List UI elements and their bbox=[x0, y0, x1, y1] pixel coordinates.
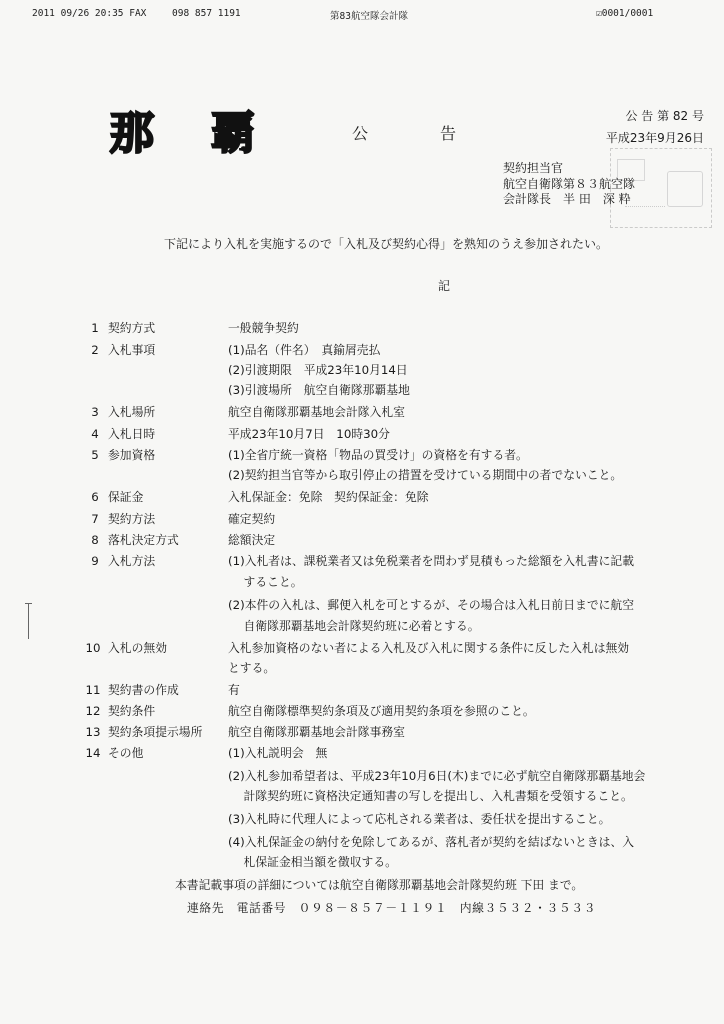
footer-contact: 連絡先 電話番号 ０９８－８５７－１１９１ 内線３５３２・３５３３ bbox=[187, 901, 597, 915]
item-14-line-4: (3)入札時に代理人によって応札される業者は、委任状を提出すること。 bbox=[228, 812, 611, 826]
item-14-line-3: 計隊契約班に資格決定通知書の写しを提出し、入札書類を受領すること。 bbox=[228, 789, 633, 803]
item-6-line-1: 入札保証金：免除 契約保証金：免除 bbox=[228, 490, 429, 504]
item-7-label: 契約方法 bbox=[108, 512, 156, 526]
item-9-line-2: すること。 bbox=[228, 575, 303, 589]
item-12-label: 契約条件 bbox=[108, 704, 156, 718]
item-9-line-1: (1)入札者は、課税業者又は免税業者を問わず見積もった総額を入札書に記載 bbox=[228, 554, 635, 568]
item-13-line-1: 航空自衛隊那覇基地会計隊事務室 bbox=[228, 725, 405, 739]
item-4-number: 4 bbox=[91, 427, 99, 441]
item-12-number: 12 bbox=[85, 704, 101, 718]
item-9-line-3: (2)本件の入札は、郵便入札を可とするが、その場合は入札日前日までに航空 bbox=[228, 598, 635, 612]
item-8-line-1: 総額決定 bbox=[228, 533, 276, 547]
item-5-number: 5 bbox=[91, 448, 99, 462]
item-6-number: 6 bbox=[91, 490, 99, 504]
item-10-line-1: 入札参加資格のない者による入札及び入札に関する条件に反した入札は無効 bbox=[228, 641, 630, 655]
item-2-number: 2 bbox=[91, 343, 99, 357]
fax-page: ☑0001/0001 bbox=[596, 8, 654, 19]
item-14-label: その他 bbox=[108, 746, 144, 760]
margin-mark bbox=[28, 603, 29, 639]
item-11-number: 11 bbox=[85, 683, 101, 697]
intro-text: 下記により入札を実施するので「入札及び契約心得」を熟知のうえ参加されたい。 bbox=[164, 237, 609, 251]
item-11-line-1: 有 bbox=[228, 683, 240, 697]
item-11-label: 契約書の作成 bbox=[108, 683, 179, 697]
naha-stamp-char-1: 那 bbox=[110, 108, 156, 159]
item-1-number: 1 bbox=[91, 321, 99, 335]
item-4-line-1: 平成23年10月7日 10時30分 bbox=[228, 427, 390, 441]
naha-stamp-char-2: 覇 bbox=[211, 108, 257, 159]
notice-date: 平成23年9月26日 bbox=[605, 131, 704, 145]
notice-number: 公 告 第 82 号 bbox=[625, 109, 704, 123]
item-5-line-1: (1)全省庁統一資格「物品の買受け」の資格を有する者。 bbox=[228, 448, 528, 462]
issuer-title: 契約担当官 bbox=[503, 161, 564, 175]
item-13-label: 契約条項提示場所 bbox=[108, 725, 203, 739]
item-5-label: 参加資格 bbox=[108, 448, 156, 462]
item-3-label: 入札場所 bbox=[108, 405, 156, 419]
ki-heading: 記 bbox=[438, 279, 451, 293]
notice-header bbox=[606, 105, 704, 149]
item-4-label: 入札日時 bbox=[108, 427, 156, 441]
item-13-number: 13 bbox=[85, 725, 101, 739]
item-2-label: 入札事項 bbox=[108, 343, 156, 357]
document-title: 公 告 bbox=[352, 124, 485, 143]
item-5-line-2: (2)契約担当官等から取引停止の措置を受けている期間中の者でないこと。 bbox=[228, 468, 623, 482]
item-14-line-5: (4)入札保証金の納付を免除してあるが、落札者が契約を結ばないときは、入 bbox=[228, 835, 635, 849]
item-10-number: 10 bbox=[85, 641, 101, 655]
item-10-line-2: とする。 bbox=[228, 661, 276, 675]
item-8-number: 8 bbox=[91, 533, 99, 547]
issuer-unit: 航空自衛隊第８３航空隊 bbox=[503, 176, 636, 191]
fax-datetime: 2011 09/26 20:35 FAX bbox=[32, 8, 147, 19]
item-14-number: 14 bbox=[85, 746, 101, 760]
item-2-line-3: (3)引渡場所 航空自衛隊那覇基地 bbox=[228, 383, 410, 397]
fax-number: 098 857 1191 bbox=[172, 8, 241, 19]
item-3-line-1: 航空自衛隊那覇基地会計隊入札室 bbox=[228, 405, 405, 419]
item-14-line-2: (2)入札参加希望者は、平成23年10月6日(木)までに必ず航空自衛隊那覇基地会 bbox=[228, 769, 646, 783]
item-7-number: 7 bbox=[91, 512, 99, 526]
item-1-label: 契約方式 bbox=[108, 321, 156, 335]
item-10-label: 入札の無効 bbox=[108, 641, 167, 655]
item-14-line-1: (1)入札説明会 無 bbox=[228, 746, 328, 760]
naha-stamp bbox=[92, 107, 275, 161]
item-1-line-1: 一般競争契約 bbox=[228, 321, 299, 335]
fax-header bbox=[0, 8, 724, 24]
item-6-label: 保証金 bbox=[108, 490, 144, 504]
item-2-line-1: (1)品名（件名） 真鍮屑売払 bbox=[228, 343, 381, 357]
item-8-label: 落札決定方式 bbox=[108, 533, 179, 547]
item-14-line-6: 札保証金相当額を徴収する。 bbox=[228, 855, 397, 869]
footer-details: 本書記載事項の詳細については航空自衛隊那覇基地会計隊契約班 下田 まで。 bbox=[175, 878, 584, 892]
item-7-line-1: 確定契約 bbox=[228, 512, 276, 526]
item-9-number: 9 bbox=[91, 554, 99, 568]
fax-sender: 第83航空隊会計隊 bbox=[330, 11, 408, 22]
item-3-number: 3 bbox=[91, 405, 99, 419]
item-9-line-4: 自衛隊那覇基地会計隊契約班に必着とする。 bbox=[228, 619, 480, 633]
item-12-line-1: 航空自衛隊標準契約条項及び適用契約条項を参照のこと。 bbox=[228, 704, 535, 718]
issuer-block bbox=[503, 161, 635, 208]
item-9-label: 入札方法 bbox=[108, 554, 156, 568]
issuer-name: 会計隊長 半 田 深 粋 bbox=[503, 192, 631, 206]
item-2-line-2: (2)引渡期限 平成23年10月14日 bbox=[228, 363, 408, 377]
